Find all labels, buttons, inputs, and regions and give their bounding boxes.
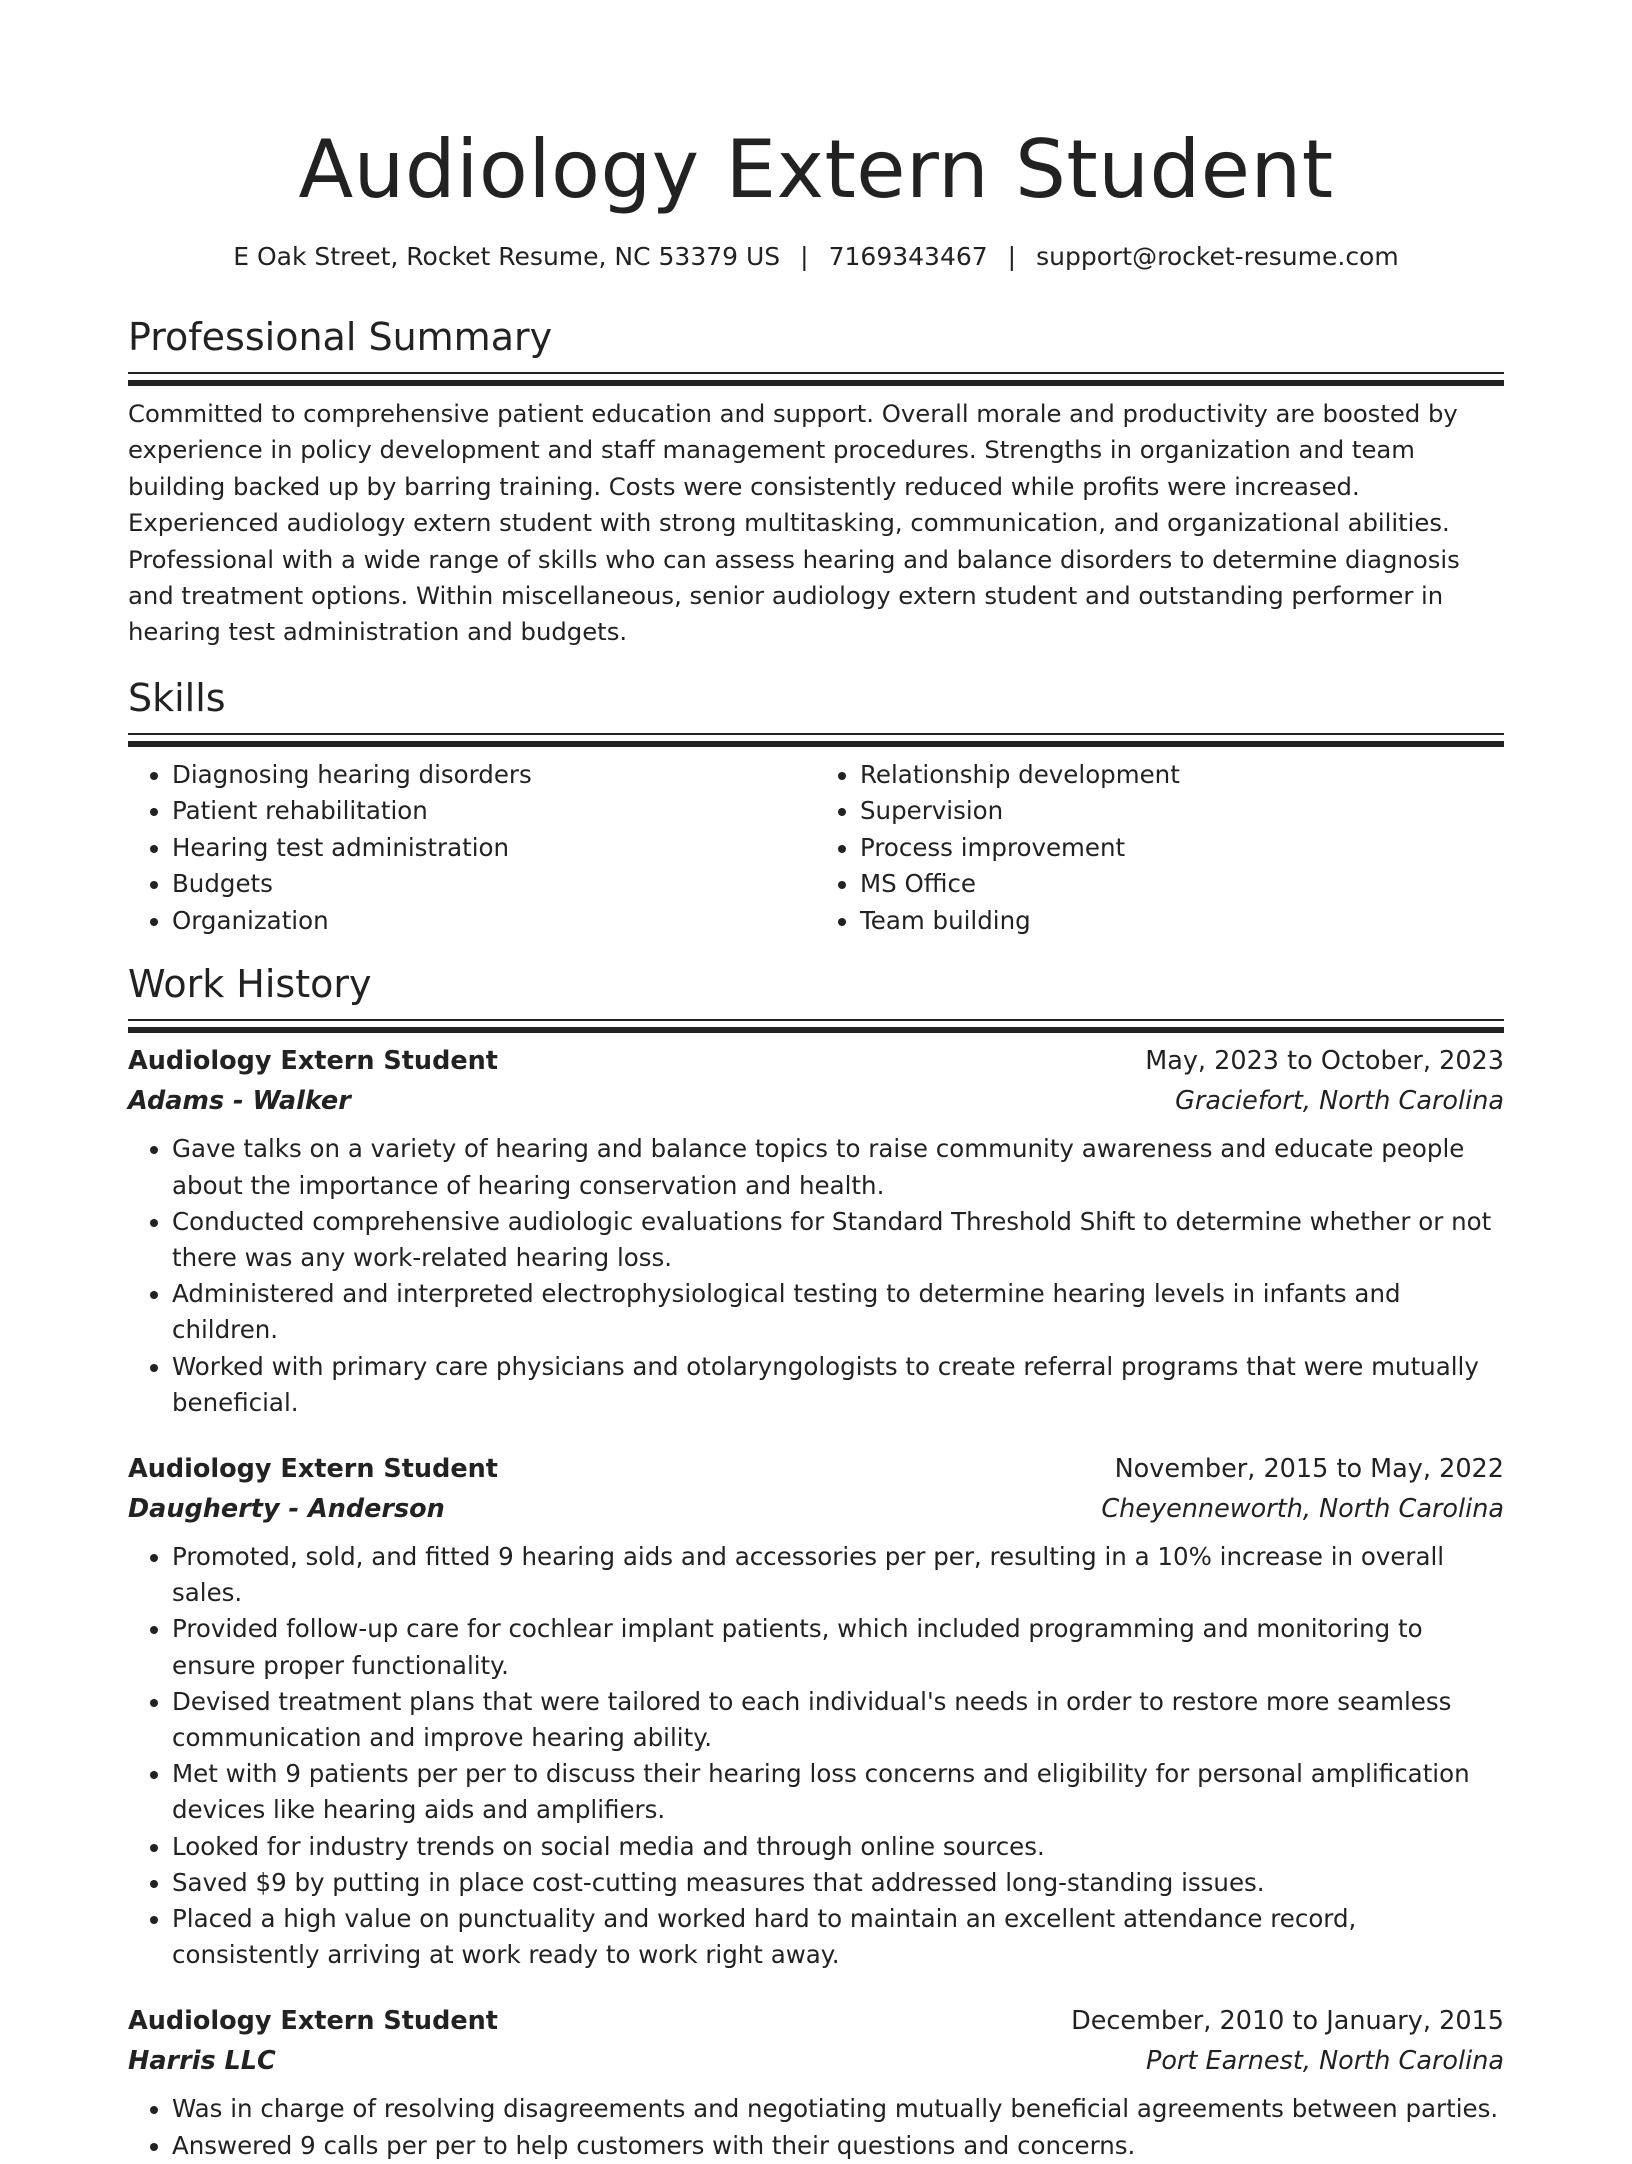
- skills-list-left: [128, 757, 816, 940]
- job-bullet: • Placed a high value on punctuality and worked hard to maintain an excellent attendance record, consistently arriving at work ready to work right away.: [172, 1901, 1504, 1973]
- phone: 7169343467: [828, 242, 988, 271]
- job-company: Daugherty - Anderson: [128, 1493, 445, 1524]
- job-bullets: [128, 2091, 1504, 2163]
- skill-item: • Relationship development: [860, 757, 1504, 794]
- job-title: Audiology Extern Student: [128, 1453, 498, 1484]
- job-bullet: • Gave talks on a variety of hearing and balance topics to raise community awareness and educate people about the importance of hearing conservation and health.: [172, 1131, 1504, 1203]
- job-location: Port Earnest, North Carolina: [1145, 2046, 1504, 2077]
- job-bullet: • Administered and interpreted electrophysiological testing to determine hearing levels in infants and children.: [172, 1276, 1504, 1348]
- section-divider: [128, 1019, 1504, 1027]
- job-subheader: [128, 1081, 1504, 1121]
- skills-grid: [128, 757, 1504, 940]
- job-location: Graciefort, North Carolina: [1175, 1086, 1504, 1117]
- candidate-name: Audiology Extern Student: [298, 123, 1334, 216]
- skill-item: • Team building: [860, 903, 1504, 940]
- email: support@rocket-resume.com: [1036, 242, 1399, 271]
- skill-item: • Organization: [172, 903, 816, 940]
- job-title: Audiology Extern Student: [128, 1046, 498, 1077]
- skill-item: • Supervision: [860, 793, 1504, 830]
- job-dates: November, 2015 to May, 2022: [1114, 1453, 1504, 1484]
- contact-line: [128, 240, 1504, 274]
- skills-list-right: [816, 757, 1504, 940]
- job-bullet: • Worked with primary care physicians and otolaryngologists to create referral programs that were mutually beneficial.: [172, 1349, 1504, 1421]
- job-header: [128, 2001, 1504, 2041]
- job-subheader: [128, 2041, 1504, 2081]
- job-entry: [128, 1449, 1504, 1973]
- job-location: Cheyenneworth, North Carolina: [1101, 1493, 1504, 1524]
- job-bullet: • Provided follow-up care for cochlear implant patients, which included programming and monitoring to ensure proper functionality.: [172, 1611, 1504, 1683]
- job-header: [128, 1041, 1504, 1081]
- skill-item: • Diagnosing hearing disorders: [172, 757, 816, 794]
- skill-item: • Patient rehabilitation: [172, 793, 816, 830]
- job-bullet: • Was in charge of resolving disagreements and negotiating mutually beneficial agreements between parties.: [172, 2091, 1504, 2127]
- section-divider: [128, 372, 1504, 380]
- skill-item: • Hearing test administration: [172, 830, 816, 867]
- summary-text: Committed to comprehensive patient education and support. Overall morale and productivity are boosted by experience in policy development and staff management procedures. Strengths in organization and team building backed up by barring training. Costs were consistently reduced while profits were increased. Experienced audiology extern student with strong multitasking, communication, and organizational abilities. Professional with a wide range of skills who can assess hearing and balance disorders to determine diagnosis and treatment options. Within miscellaneous, senior audiology extern student and outstanding performer in hearing test administration and budgets.: [128, 399, 1460, 647]
- address: E Oak Street, Rocket Resume, NC 53379 US: [233, 242, 781, 271]
- summary-section: [128, 314, 1504, 651]
- section-title-summary: Professional Summary: [128, 315, 553, 359]
- section-title-skills: Skills: [128, 675, 226, 720]
- separator: |: [800, 242, 809, 271]
- skill-item: • MS Office: [860, 866, 1504, 903]
- job-company: Adams - Walker: [128, 1086, 351, 1117]
- job-bullet: • Answered 9 calls per per to help customers with their questions and concerns.: [172, 2128, 1504, 2164]
- skill-item: • Budgets: [172, 866, 816, 903]
- job-subheader: [128, 1489, 1504, 1529]
- job-entry: [128, 2001, 1504, 2163]
- job-bullet: • Promoted, sold, and fitted 9 hearing aids and accessories per per, resulting in a 10% increase in overall sales.: [172, 1539, 1504, 1611]
- job-title: Audiology Extern Student: [128, 2006, 498, 2037]
- job-bullet: • Looked for industry trends on social media and through online sources.: [172, 1829, 1504, 1865]
- job-dates: May, 2023 to October, 2023: [1145, 1046, 1504, 1077]
- job-company: Harris LLC: [128, 2046, 276, 2077]
- job-bullets: [128, 1539, 1504, 1973]
- separator: |: [1007, 242, 1017, 271]
- job-bullet: • Met with 9 patients per per to discuss their hearing loss concerns and eligibility for personal amplification devices like hearing aids and amplifiers.: [172, 1756, 1504, 1828]
- work-history-section: [128, 961, 1504, 2163]
- section-divider: [128, 733, 1504, 741]
- skill-item: • Process improvement: [860, 830, 1504, 867]
- job-bullets: [128, 1131, 1504, 1421]
- job-dates: December, 2010 to January, 2015: [1071, 2006, 1504, 2037]
- job-bullet: • Saved $9 by putting in place cost-cutting measures that addressed long-standing issues.: [172, 1865, 1504, 1901]
- skills-section: [128, 675, 1504, 940]
- section-title-work-history: Work History: [128, 962, 372, 1007]
- job-bullet: • Conducted comprehensive audiologic evaluations for Standard Threshold Shift to determine whether or not there was any work-related hearing loss.: [172, 1204, 1504, 1276]
- job-entry: [128, 1041, 1504, 1421]
- resume-page: [128, 0, 1504, 2164]
- job-bullet: • Devised treatment plans that were tailored to each individual's needs in order to restore more seamless communication and improve hearing ability.: [172, 1684, 1504, 1756]
- job-header: [128, 1449, 1504, 1489]
